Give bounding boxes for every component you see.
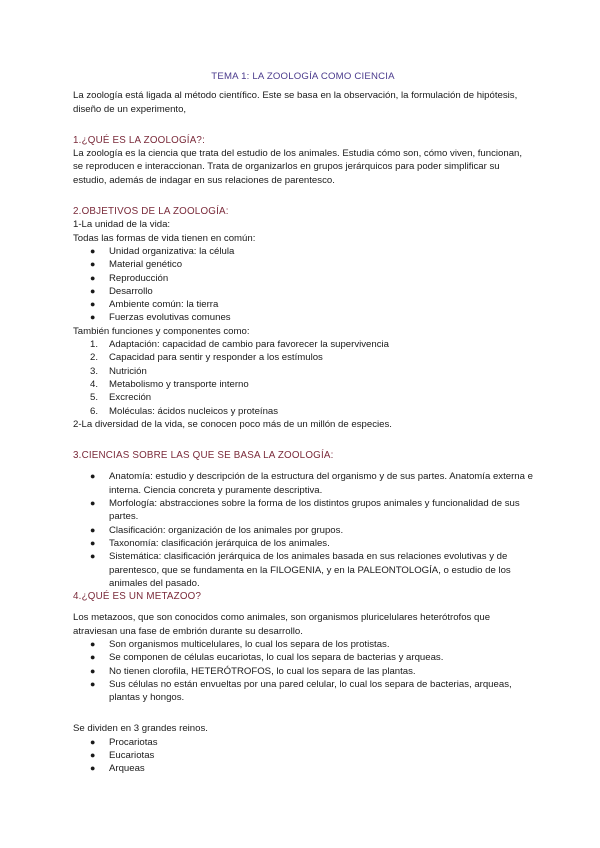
list-item: ● Material genético: [90, 259, 183, 271]
functions-list: [73, 338, 533, 418]
list-item: ● Arqueas: [90, 763, 145, 775]
kingdoms-list: [73, 736, 533, 776]
list-item: 1. Adaptación: capacidad de cambio para favorecer la supervivencia: [90, 339, 389, 351]
list-item: ● Se componen de células eucariotas, lo cual los separa de bacterias y arqueas.: [90, 652, 444, 664]
list-item: ● Son organismos multicelulares, lo cual los separa de los protistas.: [90, 638, 390, 650]
bullet-icon: ●: [90, 551, 96, 562]
section-1-text: La zoología es la ciencia que trata del estudio de los animales. Estudia cómo son, cómo viven, funcionan, se reproducen e interaccionan. Trata de organizarlos en grupos jerárquicos para poder simplificar su estudio, además de indagar en sus relaciones de parentesco.: [73, 148, 523, 186]
bullet-icon: ●: [90, 763, 96, 774]
section-1-heading: 1.¿QUÉ ES LA ZOOLOGÍA?:: [73, 134, 206, 146]
section-4-text: Los metazoos, que son conocidos como animales, son organismos pluricelulares heterótrofos que atraviesan una fase de embrión durante su desarrollo.: [73, 612, 491, 637]
intro-paragraph: La zoología está ligada al método científico. Este se basa en la observación, la formulación de hipótesis, diseño de un experimento,: [73, 90, 518, 115]
bullet-icon: ●: [90, 750, 96, 761]
list-item: ● Sistemática: clasificación jerárquica de los animales basada en sus relaciones evolutivas y de parentesco, que se fundamenta en la FILOGENIA, y en la PALEONTOLOGÍA, o estudio de los animales del pasado.: [90, 551, 511, 589]
document-content: [73, 70, 533, 776]
bullet-icon: ●: [90, 678, 96, 689]
section-4-heading: 4.¿QUÉ ES UN METAZOO?: [73, 591, 202, 603]
list-item: ● No tienen clorofila, HETERÓTROFOS, lo cual los separa de las plantas.: [90, 665, 416, 677]
list-item: 6. Moléculas: ácidos nucleicos y proteínas: [90, 405, 279, 417]
section-2-heading: 2.OBJETIVOS DE LA ZOOLOGÍA:: [73, 206, 229, 218]
metazoan-features-list: [73, 638, 533, 704]
list-item: ● Sus células no están envueltas por una pared celular, lo cual los separa de bacterias, arqueas, plantas y hongos.: [90, 678, 512, 704]
section-3-heading: 3.CIENCIAS SOBRE LAS QUE SE BASA LA ZOOLOGÍA:: [73, 450, 334, 462]
list-item: ● Ambiente común: la tierra: [90, 299, 219, 311]
bullet-icon: ●: [90, 736, 96, 747]
list-item: ● Eucariotas: [90, 750, 155, 762]
section-2-subheading-unity: 1-La unidad de la vida:: [73, 219, 171, 231]
list-item: 5. Excreción: [90, 392, 152, 404]
list-item: ● Desarrollo: [90, 285, 153, 297]
bullet-icon: ●: [90, 498, 96, 509]
list-item: 2. Capacidad para sentir y responder a los estímulos: [90, 352, 323, 364]
section-2-lead-common: Todas las formas de vida tienen en común:: [73, 232, 256, 244]
list-item: ● Unidad organizativa: la célula: [90, 245, 235, 257]
list-item: 3. Nutrición: [90, 365, 147, 377]
list-item: ● Clasificación: organización de los animales por grupos.: [90, 524, 344, 536]
bullet-icon: ●: [90, 665, 96, 676]
bullet-icon: ●: [90, 638, 96, 649]
common-features-list: [73, 245, 533, 325]
section-2-lead-functions: También funciones y componentes como:: [73, 325, 250, 337]
bullet-icon: ●: [90, 652, 96, 663]
bullet-icon: ●: [90, 259, 96, 270]
list-item: ● Taxonomía: clasificación jerárquica de los animales.: [90, 537, 330, 549]
sciences-list: [73, 470, 533, 590]
bullet-icon: ●: [90, 285, 96, 296]
bullet-icon: ●: [90, 312, 96, 323]
document-title: TEMA 1: LA ZOOLOGÍA COMO CIENCIA: [211, 71, 395, 82]
bullet-icon: ●: [90, 272, 96, 283]
list-item: ● Procariotas: [90, 736, 158, 748]
kingdoms-lead: Se dividen en 3 grandes reinos.: [73, 723, 208, 735]
bullet-icon: ●: [90, 524, 96, 535]
list-item: ● Fuerzas evolutivas comunes: [90, 312, 231, 324]
bullet-icon: ●: [90, 537, 96, 548]
bullet-icon: ●: [90, 471, 96, 482]
list-item: ● Reproducción: [90, 272, 169, 284]
section-2-subheading-diversity: 2-La diversidad de la vida, se conocen poco más de un millón de especies.: [73, 418, 392, 430]
bullet-icon: ●: [90, 299, 96, 310]
list-item: ● Anatomía: estudio y descripción de la estructura del organismo y de sus partes. Anatomía externa e interna. Ciencia concreta y puramente descriptiva.: [90, 471, 533, 496]
list-item: ● Morfología: abstracciones sobre la forma de los distintos grupos animales y funcionalidad de sus partes.: [90, 498, 520, 523]
list-item: 4. Metabolismo y transporte interno: [90, 378, 249, 390]
bullet-icon: ●: [90, 245, 96, 256]
